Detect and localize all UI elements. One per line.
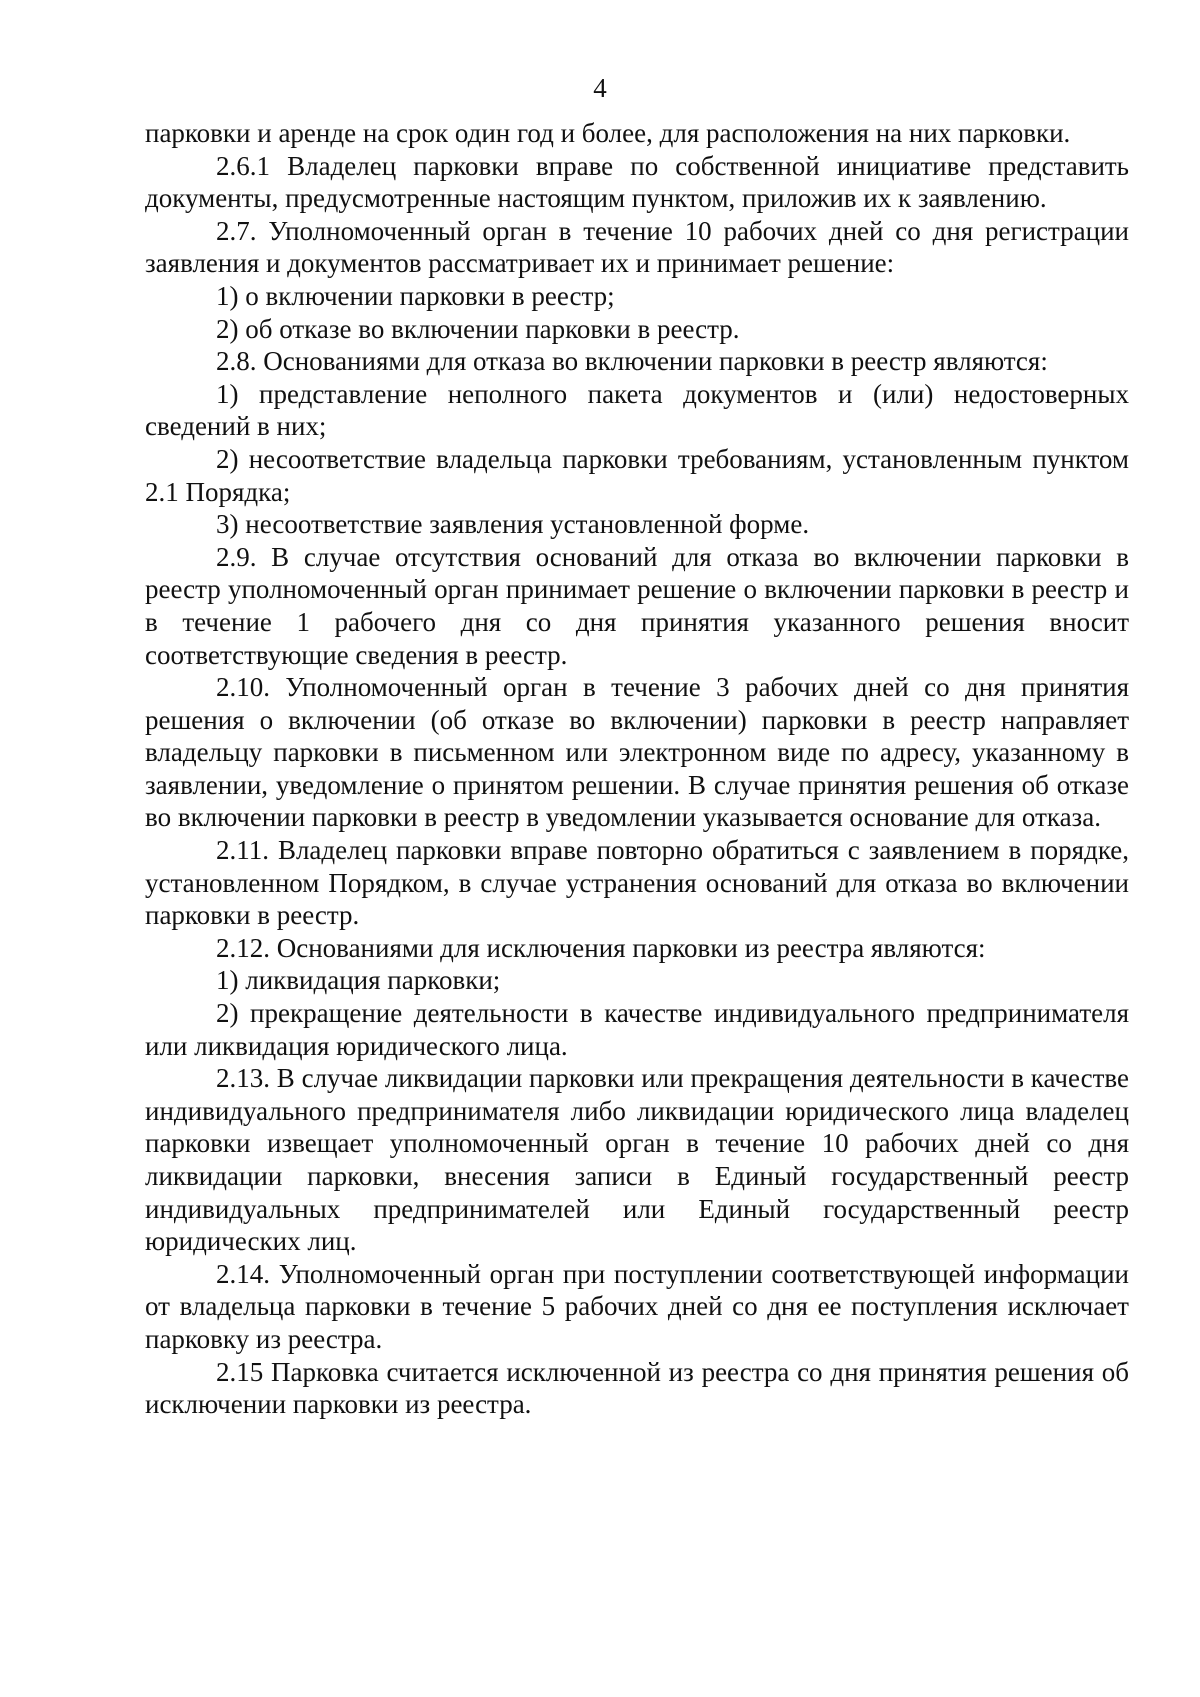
paragraph-2-14: 2.14. Уполномоченный орган при поступлении соответствующей информации от владельца парковки в течение 5 рабочих дней со дня ее поступления исключает парковку из реестра.: [145, 1258, 1129, 1354]
paragraph-2-12: 2.12. Основаниями для исключения парковки из реестра являются:: [216, 932, 986, 963]
paragraph-2-8: 2.8. Основаниями для отказа во включении парковки в реестр являются:: [216, 346, 1048, 377]
paragraph-2-15: 2.15 Парковка считается исключенной из реестра со дня принятия решения об исключении парковки из реестра.: [145, 1356, 1129, 1420]
paragraph-2-6-1: 2.6.1 Владелец парковки вправе по собственной инициативе представить документы, предусмотренные настоящим пунктом, приложив их к заявлению.: [145, 150, 1129, 214]
paragraph-2-7-item-2: 2) об отказе во включении парковки в реестр.: [216, 313, 740, 344]
paragraph-2-12-item-2: 2) прекращение деятельности в качестве индивидуального предпринимателя или ликвидация юридического лица.: [145, 998, 1129, 1061]
paragraph-2-8-item-1: 1) представление неполного пакета документов и (или) недостоверных сведений в них;: [145, 378, 1129, 442]
paragraph-2-11: 2.11. Владелец парковки вправе повторно обратиться с заявлением в порядке, установленном Порядком, в случае устранения оснований для отказа во включении парковки в реестр.: [145, 835, 1129, 931]
page-number: 4: [593, 73, 607, 103]
paragraph-2-9: 2.9. В случае отсутствия оснований для отказа во включении парковки в реестр уполномоченный орган принимает решение о включении парковки в реестр и в течение 1 рабочего дня со дня принятия указанного решения вносит соответствующие сведения в реестр.: [145, 541, 1129, 670]
paragraph-2-8-item-2: 2) несоответствие владельца парковки требованиям, установленным пунктом 2.1 Порядка;: [145, 443, 1129, 507]
paragraph-continuation: парковки и аренде на срок один год и более, для расположения на них парковки.: [145, 118, 1071, 148]
paragraph-2-12-item-1: 1) ликвидация парковки;: [216, 965, 501, 996]
paragraph-2-10: 2.10. Уполномоченный орган в течение 3 рабочих дней со дня принятия решения о включении (об отказе во включении) парковки в реестр направляет владельцу парковки в письменном или электронном виде по адресу, указанному в заявлении, уведомление о принятом решении. В случае принятия решения об отказе во включении парковки в реестр в уведомлении указывается основание для отказа.: [145, 672, 1129, 833]
document-body: [145, 117, 1129, 1421]
paragraph-2-7-item-1: 1) о включении парковки в реестр;: [216, 280, 615, 311]
paragraph-2-8-item-3: 3) несоответствие заявления установленной форме.: [216, 509, 810, 540]
paragraph-2-13: 2.13. В случае ликвидации парковки или прекращения деятельности в качестве индивидуального предпринимателя либо ликвидации юридического лица владелец парковки извещает уполномоченный орган в течение 10 рабочих дней со дня ликвидации парковки, внесения записи в Единый государственный реестр индивидуальных предпринимателей или Единый государственный реестр юридических лиц.: [145, 1063, 1129, 1257]
paragraph-2-7: 2.7. Уполномоченный орган в течение 10 рабочих дней со дня регистрации заявления и документов рассматривает их и принимает решение:: [145, 215, 1129, 279]
